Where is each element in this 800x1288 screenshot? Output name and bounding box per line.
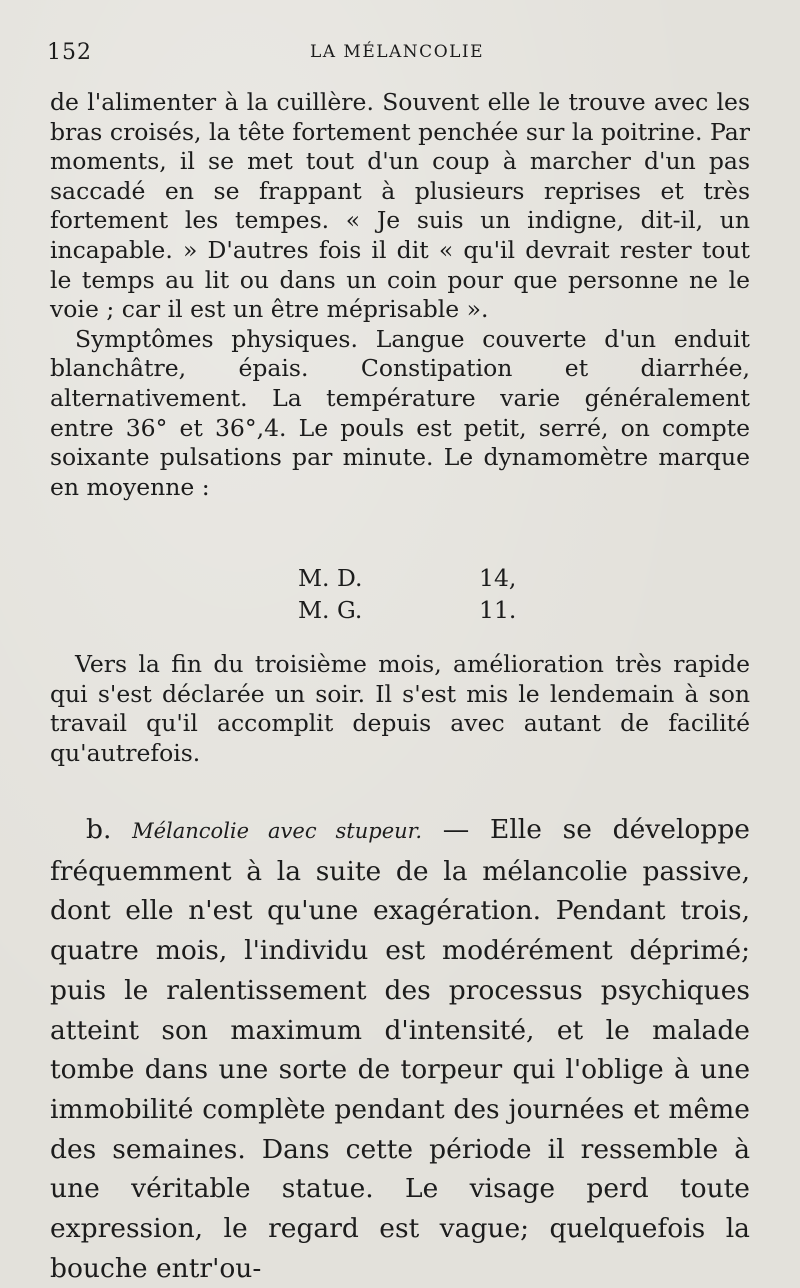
measure-row-right-hand	[298, 562, 538, 594]
section-marker: b.	[86, 814, 133, 845]
dynamometer-measures	[298, 562, 538, 626]
measure-value: 14,	[479, 564, 517, 592]
case-paragraph-2: Symptômes physiques. Langue couverte d'un enduit blanchâtre, épais. Constipation et diarrhée, alternativement. La température varie généralement entre 36° et 36°,4. Le pouls est petit, serré, on compte soixante pulsations par minute. Le dynamomètre marque en moyenne :	[50, 324, 750, 501]
case-text-block	[50, 88, 750, 502]
section-paragraph	[50, 810, 750, 1288]
page-number: 152	[47, 40, 92, 65]
case-paragraph-3: Vers la fin du troisième mois, amélioration très rapide qui s'est déclarée un soir. Il s'est mis le lendemain à son travail qu'il accomplit depuis avec autant de facilité qu'autrefois.	[50, 650, 750, 767]
case-conclusion-block	[50, 650, 750, 768]
measure-value: 11.	[479, 596, 517, 624]
section-text-block	[50, 810, 750, 1288]
section-body: Elle se développe fréquemment à la suite de la mélancolie passive, dont elle n'est qu'une exagération. Pendant trois, quatre mois, l'individu est modérément déprimé; puis le ralentissement des processus psychiques atteint son maximum d'intensité, et le malade tombe dans une sorte de torpeur qui l'oblige à une immobilité complète pendant des journées et même des semaines. Dans cette période il ressemble à une véritable statue. Le visage perd toute expression, le regard est vague; quelquefois la bouche entr'ou-	[50, 814, 750, 1284]
measure-label: M. D.	[298, 564, 363, 592]
page-header	[47, 40, 747, 70]
measure-row-left-hand	[298, 594, 538, 626]
section-title: Mélancolie avec stupeur.	[132, 819, 423, 843]
case-paragraph-1: de l'alimenter à la cuillère. Souvent elle le trouve avec les bras croisés, la tête fortement penchée sur la poitrine. Par moments, il se met tout d'un coup à marcher d'un pas saccadé en se frappant à plusieurs reprises et très fortement les tempes. « Je suis un indigne, dit-il, un incapable. » D'autres fois il dit « qu'il devrait rester tout le temps au lit ou dans un coin pour que personne ne le voie ; car il est un être méprisable ».	[50, 88, 750, 324]
measure-label: M. G.	[298, 596, 363, 624]
section-dash: —	[422, 814, 490, 845]
running-head: LA MÉLANCOLIE	[309, 42, 485, 62]
